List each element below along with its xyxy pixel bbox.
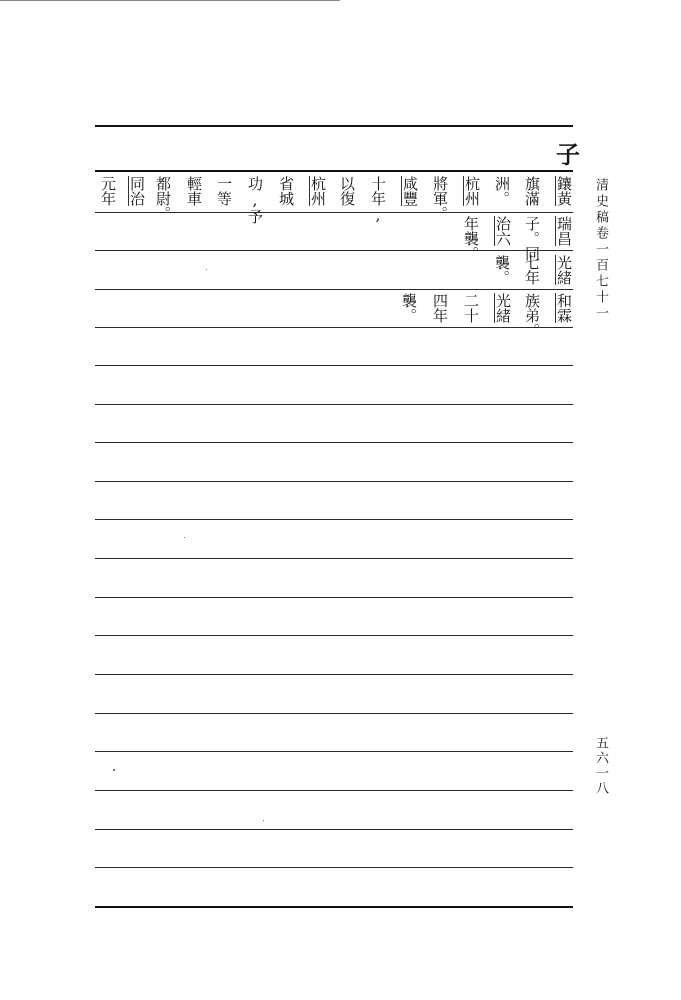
table-rule xyxy=(95,289,573,290)
table-rule xyxy=(95,867,573,868)
table-rule xyxy=(95,250,573,251)
row1-col-16: 元年 xyxy=(99,176,117,206)
table-rule xyxy=(95,829,573,830)
row3-col-3: 襲。 xyxy=(493,255,511,285)
table-rule xyxy=(95,674,573,675)
table-rule xyxy=(95,751,573,752)
row1-col-13: 輕車 xyxy=(185,176,203,206)
row4-col-1: 和霖 xyxy=(555,293,573,323)
row2-col-4: 年襲。 xyxy=(462,216,480,261)
table-rule xyxy=(95,597,573,598)
row4-col-3: 光緒 xyxy=(494,293,512,323)
row1-col-2: 旗滿 xyxy=(523,176,541,206)
table-rule xyxy=(95,481,573,482)
row4-col-6: 襲。 xyxy=(400,293,418,323)
table-rule xyxy=(95,442,573,443)
row1-col-12: 一等 xyxy=(215,176,233,206)
row1-col-14: 都尉。 xyxy=(154,176,172,221)
book-title-margin: 清史稿卷一百七十一 xyxy=(593,178,608,322)
ink-speck xyxy=(206,269,207,270)
row1-col-4: 杭州 xyxy=(463,176,481,206)
table-bottom-rule xyxy=(95,906,573,908)
table-rule xyxy=(95,558,573,559)
row2-col-2: 子。同 xyxy=(523,216,541,261)
table-rule xyxy=(95,635,573,636)
row1-col-8: 以復 xyxy=(338,176,356,206)
row3-col-2: 七年 xyxy=(523,255,541,285)
table-rule xyxy=(95,519,573,520)
row1-col-15: 同治 xyxy=(128,176,146,206)
table-rule xyxy=(95,327,573,328)
row1-col-11: 功,予 xyxy=(246,176,264,224)
row2-col-3: 治六 xyxy=(494,216,512,246)
table-rule xyxy=(95,365,573,366)
ink-speck xyxy=(184,537,185,538)
row4-col-5: 四年 xyxy=(431,293,449,323)
page-number: 五六一八 xyxy=(593,736,608,796)
row2-col-1: 瑞昌 xyxy=(555,216,573,246)
table-top-rule xyxy=(95,125,573,127)
row1-col-7: 十年, xyxy=(369,176,387,224)
table-rule xyxy=(95,713,573,714)
ink-speck xyxy=(113,769,115,771)
row1-col-9: 杭州 xyxy=(309,176,327,206)
row1-col-3: 洲。 xyxy=(493,176,511,206)
scan-edge-line xyxy=(0,0,340,1)
row1-col-5: 將軍。 xyxy=(431,176,449,221)
row1-col-6: 咸豐 xyxy=(401,176,419,206)
table-rule xyxy=(95,170,573,172)
row3-col-1: 光緒 xyxy=(555,255,573,285)
row1-col-1: 鑲黃 xyxy=(555,176,573,206)
ink-speck xyxy=(263,820,264,821)
table-rule xyxy=(95,404,573,405)
section-title: 子 xyxy=(556,140,580,169)
row4-col-4: 二十 xyxy=(462,293,480,323)
row4-col-2: 族弟。 xyxy=(523,293,541,338)
table-rule xyxy=(95,790,573,791)
row1-col-10: 省城 xyxy=(277,176,295,206)
